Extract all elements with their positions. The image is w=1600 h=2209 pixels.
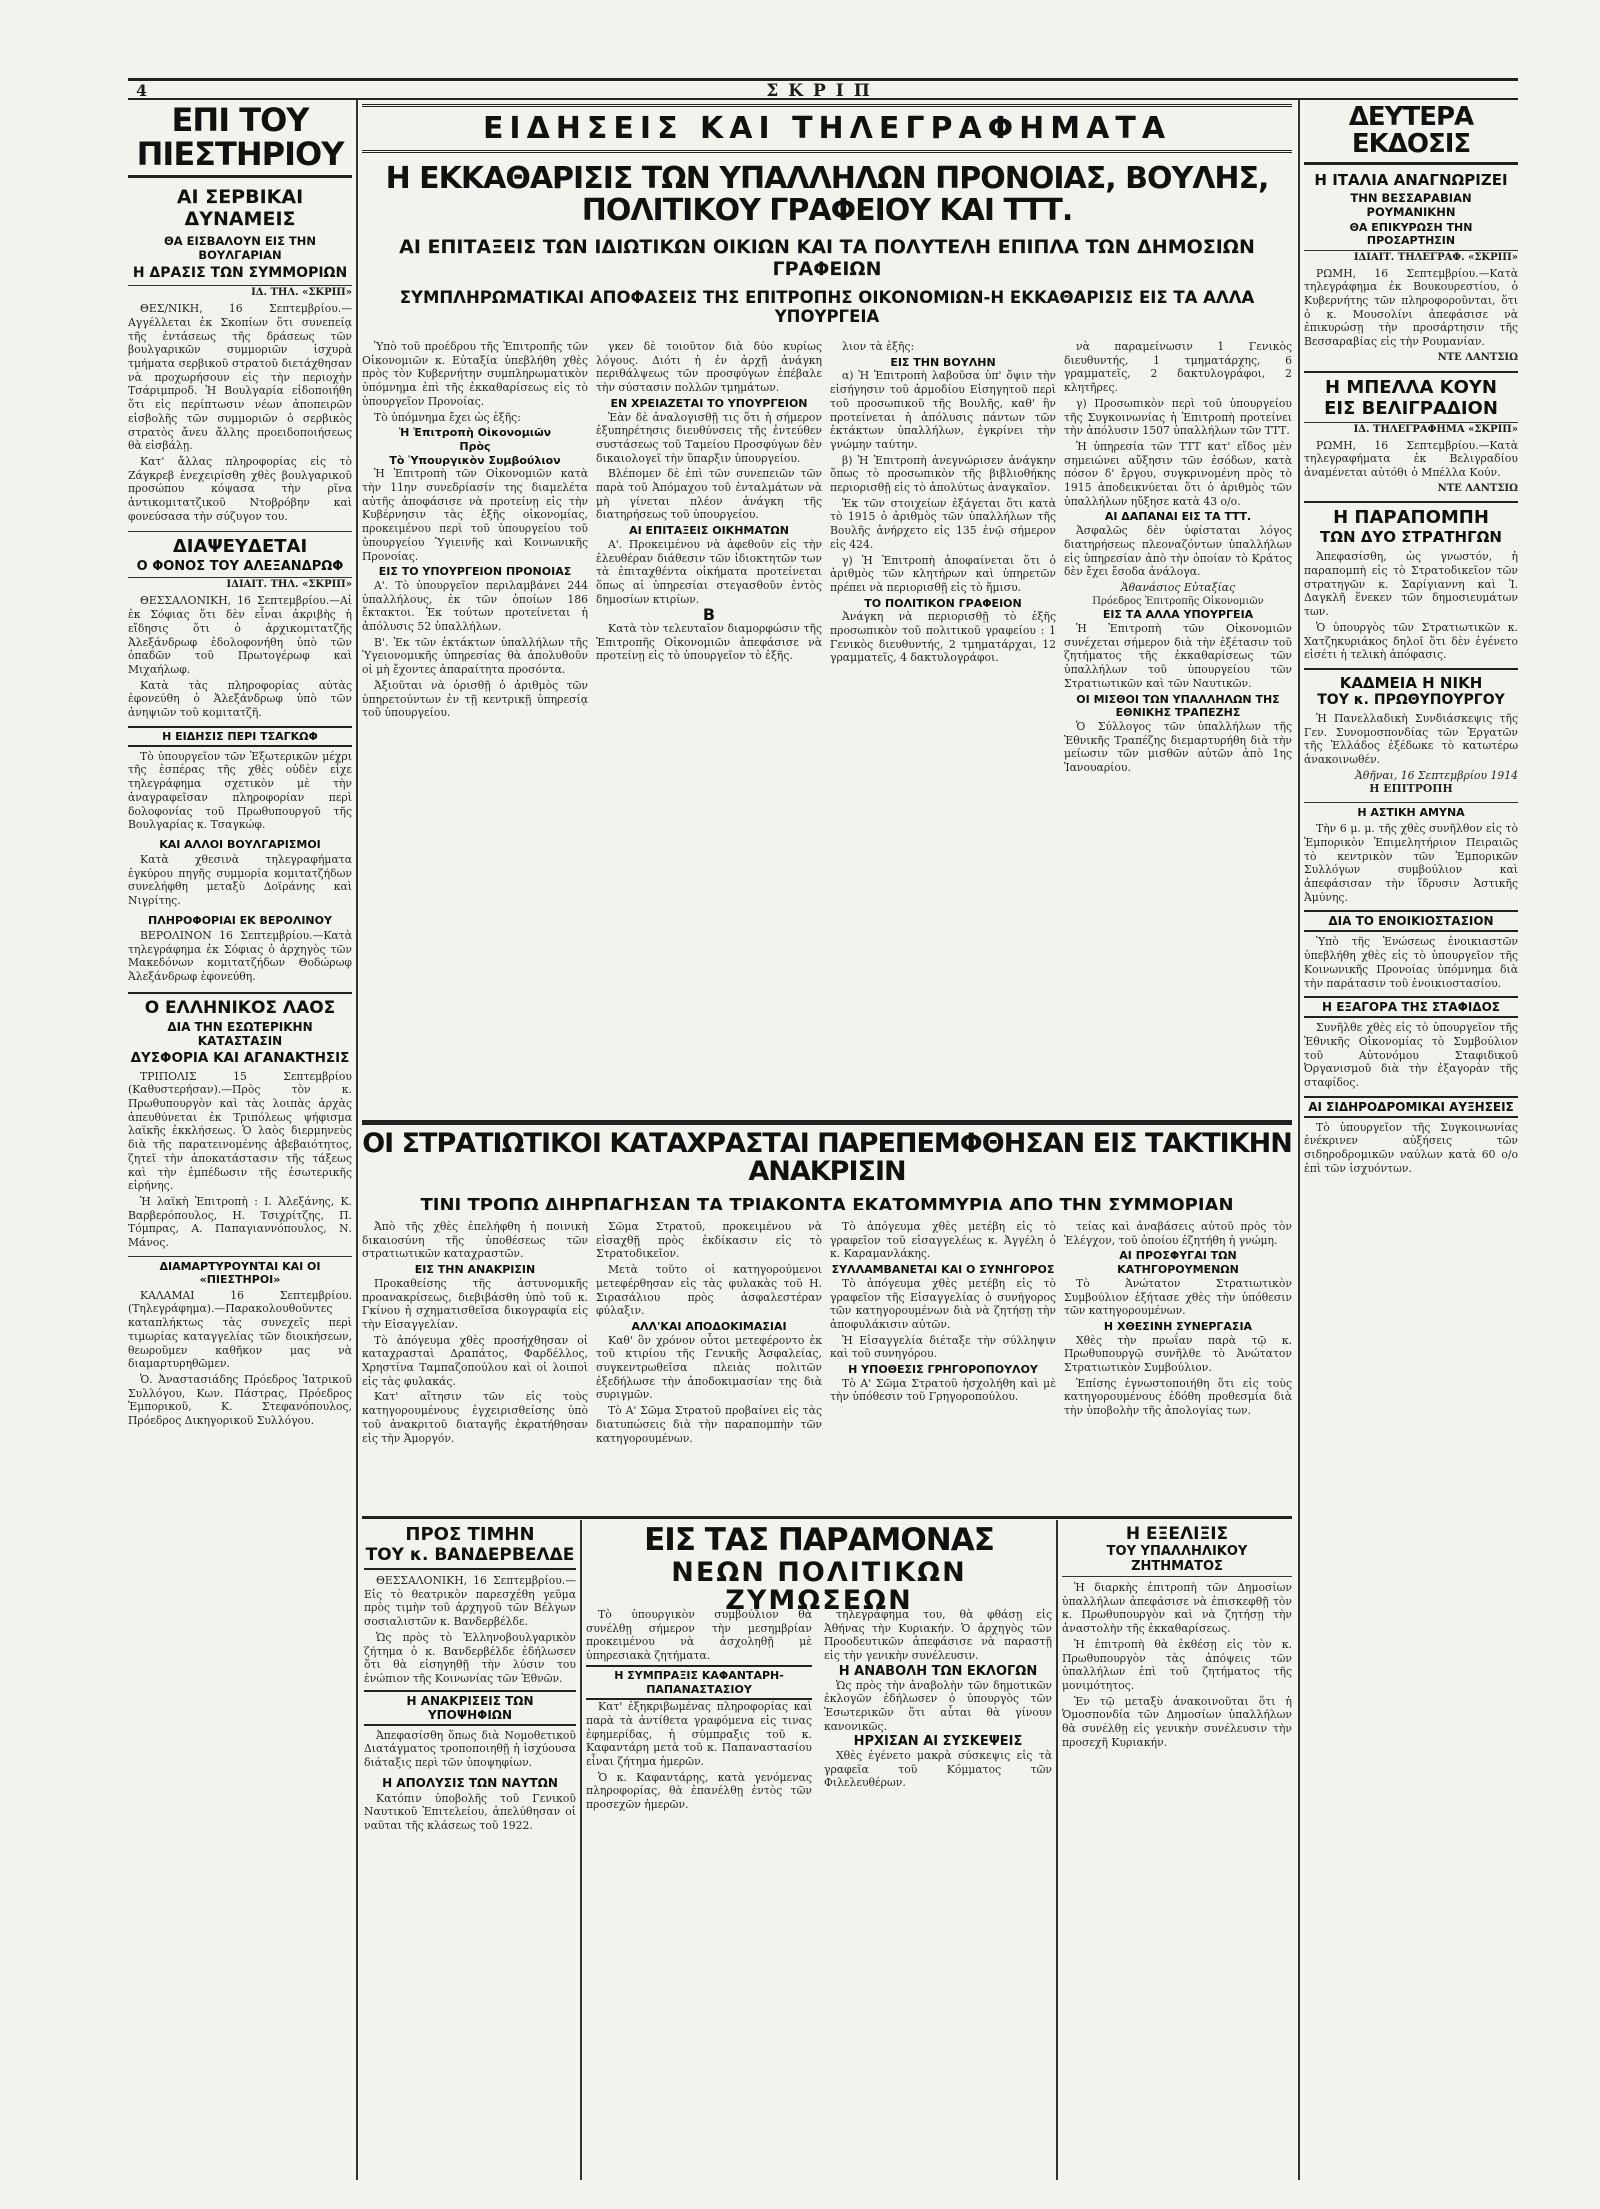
headline: Η ΕΙΔΗΣΙΣ ΠΕΡΙ ΤΣΑΓΚΩΦ	[128, 726, 352, 747]
subheading: Η ΥΠΟΘΕΣΙΣ ΓΡΗΓΟΡΟΠΟΥΛΟΥ	[848, 1363, 1038, 1377]
article-body	[128, 1070, 352, 1250]
column-rule	[580, 1520, 582, 2180]
paragraph: Ἡ διαρκὴς ἐπιτροπὴ τῶν Δημοσίων ὑπαλλήλων ἀπεφάσισε νὰ ἐπισκεφθῇ τὸν κ. Πρωθυπουργὸν καὶ νὰ ζητήσῃ τὴν ἀναστολὴν τῆς ἐκκαθαρίσεως.	[1062, 1581, 1292, 1636]
paragraph: Χθὲς τὴν πρωΐαν παρὰ τῷ κ. Πρωθυπουργῷ συνῆλθε τὸ Ἀνώτατον Στρατιωτικὸν Συμβούλιον.	[1064, 1333, 1292, 1375]
salutation: Ἡ Ἐπιτροπὴ Οἰκονομιῶν	[398, 426, 552, 440]
left-column	[128, 104, 352, 2184]
article-body	[1304, 550, 1518, 662]
subheadline: ΔΥΣΦΟΡΙΑ ΚΑΙ ΑΓΑΝΑΚΤΗΣΙΣ	[130, 1049, 350, 1066]
dateline: ΙΔΙΑΙΤ. ΤΗΛΕΓΡΑΦ. «ΣΚΡΙΠ»	[1304, 250, 1518, 263]
signature: Η ΕΠΙΤΡΟΠΗ	[1369, 782, 1453, 796]
subheading: ΕΙΣ ΤΗΝ ΑΝΑΚΡΙΣΙΝ	[414, 1263, 536, 1277]
article-body	[128, 302, 352, 523]
right-column	[1304, 104, 1518, 2180]
headline: ΟΙ ΣΤΡΑΤΙΩΤΙΚΟΙ ΚΑΤΑΧΡΑΣΤΑΙ ΠΑΡΕΠΕΜΦΘΗΣΑΝ ΕΙΣ ΤΑΚΤΙΚΗΝ ΑΝΑΚΡΙΣΙΝ	[362, 1130, 1292, 1188]
paragraph: Ἡ ἐπιτροπὴ θὰ ἐκθέσῃ εἰς τὸν κ. Πρωθυπουργὸν τὰς ἀπόψεις τῶν ὑπαλλήλων ἐπὶ τοῦ ζητήματος τῆς μονιμότητος.	[1062, 1637, 1292, 1692]
article-body	[128, 1289, 352, 1428]
paragraph: Ὡς πρὸς τὸ Ἐλληνοβουλγαρικὸν ζήτημα ὁ κ. Βανδερβέλδε ἐδήλωσεν ὅτι θὰ εἰσηγηθῇ τὴν λύσιν του ἐνώπιον τῆς Κοινωνίας τῶν Ἐθνῶν.	[364, 1630, 576, 1685]
paragraph: Προκαθείσης τῆς ἀστυνομικῆς προανακρίσεως, διεβιβάσθη ὑπὸ τοῦ κ. Γκίνου ἡ σχηματισθεῖσα δικογραφία εἰς τὴν Εἰσαγγελίαν.	[362, 1276, 588, 1331]
paragraph: Ἐὰν δὲ ἀναλογισθῇ τις ὅτι ἡ σήμερον ἐξυπηρέτησις διευθύνσεις τῆς ἐντεύθεν συστάσεως τοῦ Ταμείου Προσφύγων δὲν δικαιολογεῖ τὴν ὕπαρξιν ὑπουργείου.	[596, 410, 822, 465]
paragraph: Ἀσφαλῶς δὲν ὑφίσταται λόγος διατηρήσεως πλεοναζόντων ὑπαλλήλων εἰς ὑπηρεσίαν ἀπὸ τὴν ὁποίαν τὸ Κράτος δὲν ἔχει ἔσοδα ἀνάλογα.	[1064, 524, 1292, 579]
article-column	[1064, 340, 1292, 1040]
paragraph: Β'. Ἐκ τῶν ἐκτάκτων ὑπαλλήλων τῆς Ὑγειονομικῆς ὑπηρεσίας θὰ ἀπολυθοῦν οἱ μὴ ἔχοντες ἀπαραίτητα προσόντα.	[362, 635, 588, 677]
article-body	[1304, 267, 1518, 365]
paragraph: Α'. Προκειμένου νὰ ἀφεθοῦν εἰς τὴν ἐλευθέραν διάθεσιν τῶν ἰδιοκτητῶν των τὰ ἐπιταχθέντα οἰκήματα προτείνεται ὅπως αἱ ὑπηρεσίαι στεγασθοῦν ἐντὸς δημοσίων κτιρίων.	[596, 537, 822, 606]
paragraph: Τὸ ὑπόμνημα ἔχει ὡς ἑξῆς:	[374, 410, 521, 424]
headline: ΚΑΔΜΕΙΑ Η ΝΙΚΗ	[1304, 668, 1518, 692]
paragraph: Καθ' ὃν χρόνον οὗτοι μετεφέροντο ἐκ τοῦ κτιρίου τῆς Γενικῆς Ἀσφαλείας, συγκεντρωθεῖσα πλειὰς πολιτῶν ἐξεδήλωσε τὴν ἀποδοκιμασίαν της διὰ συριγμῶν.	[596, 1333, 822, 1402]
paragraph: Ἀπεφασίσθη, ὡς γνωστόν, ἡ παραπομπὴ εἰς τὸ Στρατοδικεῖον τῶν στρατηγῶν κ. Σαρίγιαννη καὶ Ἰ. Δαγκλῆ ἕνεκεν τῶν δημοσιευμάτων των.	[1304, 550, 1518, 619]
paragraph: Τὸ ὑπουργεῖον τῆς Συγκοινωνίας ἐνέκρινεν αὐξήσεις τῶν σιδηροδρομικῶν ναύλων κατὰ 60 ο/ο ἐπὶ τῶν ἰσχυόντων.	[1304, 1120, 1518, 1175]
article-body	[1304, 1121, 1518, 1176]
signature-title: Πρόεδρος Ἐπιτροπῆς Οἰκονομιῶν	[1092, 595, 1264, 607]
paragraph: Κατ' ἄλλας πληροφορίας εἰς τὸ Ζάγκρεβ ἐνεχειρίσθη χθὲς βουλγαρικοῦ προσώπου κόψασα τὴν ρῖνα ἀντικομιτατζικοῦ Ντοβρόβην καὶ φονεύσασα τὴν σύζυγον του.	[128, 454, 352, 523]
paragraph: ΡΩΜΗ, 16 Σεπτεμβρίου.—Κατὰ τηλεγραφήματα ἐκ Βελιγραδίου ἀναμένεται αὐτόθι ὁ Μπέλλα Κούν.	[1304, 438, 1518, 479]
headline: Η ΜΠΕΛΛΑ ΚΟΥΝ	[1304, 371, 1518, 398]
subheading: ΑΛΛ'ΚΑΙ ΑΠΟΔΟΚΙΜΑΣΙΑΙ	[631, 1319, 787, 1333]
paragraph: Ὁ κ. Καφαντάρης, κατὰ γενόμενας πληροφορίας, θὰ ἐπανέλθῃ ἐντὸς τῶν προσεχῶν ἡμερῶν.	[586, 1770, 812, 1812]
article-column	[596, 340, 822, 1040]
page-number: 4	[136, 81, 148, 100]
article-body	[1304, 712, 1518, 796]
article-body	[1304, 822, 1518, 904]
subheadline: Ο ΦΟΝΟΣ ΤΟΥ ΑΛΕΞΑΝΔΡΩΦ	[136, 559, 344, 575]
subheadline: ΤΟΥ ΥΠΑΛΛΗΛΙΚΟΥ ΖΗΤΗΜΑΤΟΣ	[1062, 1544, 1292, 1577]
paragraph: Ἡ Ἐπιτροπὴ τῶν Οἰκονομιῶν συνέχεται σήμερον διὰ τὴν ἐξέτασιν τοῦ ζητήματος τῆς ἐκκαθαρίσεως τῶν ὑπαλλήλων τοῦ ὑπουργείου τῶν Στρατιωτικῶν καὶ τῶν Ναυτικῶν.	[1064, 622, 1292, 690]
article-column	[824, 1608, 1052, 1792]
headline: Η ΑΠΟΛΥΣΙΣ ΤΩΝ ΝΑΥΤΩΝ	[382, 1775, 558, 1790]
paragraph: Ἡ Εἰσαγγελία διέταξε τὴν σύλληψιν καὶ τοῦ συνηγόρου.	[830, 1333, 1056, 1361]
headline: Η ΕΞΕΛΙΞΙΣ	[1125, 1524, 1229, 1544]
headline: ΕΙΣ ΒΕΛΙΓΡΑΔΙΟΝ	[1324, 397, 1498, 419]
headline: ΔΙΑΜΑΡΤΥΡΟΥΝΤΑΙ ΚΑΙ ΟΙ «ΠΙΕΣΤΗΡΟΙ»	[128, 1256, 352, 1286]
section-divider	[362, 1120, 1292, 1125]
subheadline: ΤΙΝΙ ΤΡΟΠΩ ΔΙΗΡΠΑΓΗΣΑΝ ΤΑ ΤΡΙΑΚΟΝΤΑ ΕΚΑΤΟΜΜΥΡΙΑ ΑΠΟ ΤΗΝ ΣΥΜΜΟΡΙΑΝ	[420, 1194, 1234, 1210]
paragraph: ΘΕΣΣΑΛΟΝΙΚΗ, 16 Σεπτεμβρίου.—Εἰς τὸ θεατρικὸν παρεσχέθη γεῦμα πρὸς τιμὴν τοῦ ἀρχηγοῦ τῶν Βέλγων σοσιαλιστῶν κ. Βανδερβέλδε.	[364, 1574, 576, 1629]
paragraph: Τὸ ἀπόγευμα χθὲς προσήχθησαν οἱ καταχρασταὶ Δραπάτος, Φαρδέλλος, Χρηστίνα Ταμπαζοπούλου καὶ οἱ λοιποὶ εἰς τὰς φυλακάς.	[362, 1333, 588, 1388]
paragraph: Α'. Τὸ ὑπουργεῖον περιλαμβάνει 244 ὑπαλλήλους, ἐκ τῶν ὁποίων 186 ἔκτακτοι. Ἐκ τούτων προτείνεται ἡ ἀπόλυσις 52 ὑπαλλήλων.	[362, 578, 588, 634]
story-header	[362, 1130, 1292, 1210]
byline: ΝΤΕ ΛΑΝΤΣΙΩ	[1437, 482, 1518, 494]
subheading: Η ΧΘΕΣΙΝΗ ΣΥΝΕΡΓΑΣΙΑ	[1103, 1319, 1253, 1333]
subheadline: ΘΑ ΕΙΣΒΑΛΟΥΝ ΕΙΣ ΤΗΝ ΒΟΥΛΓΑΡΙΑΝ	[163, 234, 317, 263]
paragraph: γ) Προσωπικὸν περὶ τοῦ ὑπουργείου τῆς Συγκοινωνίας ἡ Ἐπιτροπὴ προτείνει τὴν ἀπόλυσιν 1507 ὑπαλλήλων τῶν ΤΤΤ.	[1064, 396, 1292, 438]
article-bottom-center	[586, 1524, 1052, 2174]
dateline: Ἀθῆναι, 16 Σεπτεμβρίου 1914	[1355, 768, 1518, 782]
paragraph: Ὁ. Ἀναστασιάδης Πρόεδρος Ἰατρικοῦ Συλλόγου, Κων. Πάστρας, Πρόεδρος Ἐμπορικοῦ, Κ. Στεφανόπουλος, Πρόεδρος Δικηγορικοῦ Συλλόγου.	[128, 1372, 352, 1428]
column-rule	[356, 100, 358, 2180]
subheadline: ΣΥΜΠΛΗΡΩΜΑΤΙΚΑΙ ΑΠΟΦΑΣΕΙΣ ΤΗΣ ΕΠΙΤΡΟΠΗΣ ΟΙΚΟΝΟΜΙΩΝ-Η ΕΚΚΑΘΑΡΙΣΙΣ ΕΙΣ ΤΑ ΑΛΛΑ ΥΠΟΥΡΓΕΙΑ	[399, 288, 1255, 326]
paragraph: Ἐκ τῶν στοιχείων ἐξάγεται ὅτι κατὰ τὸ 1915 ὁ ἀριθμὸς τῶν ὑπαλλήλων τῆς Βουλῆς ἀνήρχετο εἰς 135 ἐνῷ σήμερον εἰς 424.	[830, 496, 1056, 551]
paragraph: Ὁ ὑπουργὸς τῶν Στρατιωτικῶν κ. Χατζηκυριάκος δηλοῖ ὅτι δὲν ἐγένετο εἰσέτι ἡ τελικὴ ἀπόφασις.	[1304, 620, 1518, 662]
paragraph: Κατόπιν ὑποβολῆς τοῦ Γενικοῦ Ναυτικοῦ Ἐπιτελείου, ἀπελύθησαν οἱ ναῦται τῆς κλάσεως τοῦ 1922.	[364, 1791, 576, 1833]
dateline: ΙΔΙΑΙΤ. ΤΗΛ. «ΣΚΡΙΠ»	[128, 577, 352, 590]
paragraph: ΘΕΣΣΑΛΟΝΙΚΗ, 16 Σεπτεμβρίου.—Αἱ ἐκ Σόφιας ὅτι δὲν εἶναι ἀκριβὴς ἡ εἴδησις ὅτι ὁ ἀρχικομιτατζῆς Ἀλεξάνδρωφ ἐδολοφονήθη ὑπὸ τῶν ὁπαδῶν τοῦ Πρωτογέρωφ καὶ Μιχαήλωφ.	[128, 594, 352, 676]
headline: ΠΡΟΣ ΤΙΜΗΝ	[405, 1524, 535, 1545]
paragraph: Χθὲς ἐγένετο μακρὰ σύσκεψις εἰς τὰ γραφεῖα τοῦ Κόμματος τῶν Φιλελευθέρων.	[824, 1749, 1052, 1790]
article-body	[364, 1574, 576, 1686]
subheadline: ΘΑ ΕΠΙΚΥΡΩΣΗ ΤΗΝ ΠΡΟΣΑΡΤΗΣΙΝ	[1349, 220, 1473, 247]
subheadline: ΑΙ ΕΠΙΤΑΞΕΙΣ ΤΩΝ ΙΔΙΩΤΙΚΩΝ ΟΙΚΙΩΝ ΚΑΙ ΤΑ ΠΟΛΥΤΕΛΗ ΕΠΙΠΛΑ ΤΩΝ ΔΗΜΟΣΙΩΝ ΓΡΑΦΕΙΩΝ	[399, 236, 1255, 280]
headline: ΕΙΣ ΤΑΣ ΠΑΡΑΜΟΝΑΣ	[644, 1524, 994, 1558]
subheading: ΕΙΣ ΤΑ ΑΛΛΑ ΥΠΟΥΡΓΕΙΑ	[1102, 608, 1254, 622]
paragraph: Ἀπεφασίσθη ὅπως διὰ Νομοθετικοῦ Διατάγματος τροποποιηθῇ ἡ ἰσχύουσα διάταξις περὶ τῶν ὑποψηφίων.	[364, 1728, 576, 1770]
article-column	[362, 340, 588, 1040]
paragraph: Ὁ Σύλλογος τῶν ὑπαλλήλων τῆς Ἐθνικῆς Τραπέζης διεμαρτυρήθη διὰ τὴν μείωσιν τῶν μισθῶν αὐτῶν ἀπὸ 1ης Ἰανουαρίου.	[1064, 719, 1292, 775]
article-body	[1304, 439, 1518, 496]
subheadline: ΔΙΑ ΤΗΝ ΕΣΩΤΕΡΙΚΗΝ ΚΑΤΑΣΤΑΣΙΝ	[167, 1019, 313, 1048]
paragraph: α) Ἡ Ἐπιτροπὴ λαβοῦσα ὑπ' ὄψιν τὴν εἰσήγησιν τοῦ ἁρμοδίου Εἰσηγητοῦ περὶ τοῦ προσωπικοῦ τῆς Βουλῆς, καθ' ἣν προτείνεται ἡ ἀπόλυσις πάντων τῶν ἐκτάκτων ὑπαλλήλων, ἐγκρίνει τὴν γνώμην ταύτην.	[830, 369, 1056, 451]
article-column	[830, 340, 1056, 1040]
paragraph: Τὸ Ἀνώτατον Στρατιωτικὸν Συμβούλιον ἐξήτασε χθὲς τὴν ὑπόθεσιν τῶν κατηγορουμένων.	[1064, 1276, 1292, 1318]
masthead	[128, 78, 1518, 100]
paragraph: ΘΕΣ/ΝΙΚΗ, 16 Σεπτεμβρίου.—Αγγέλλεται ἐκ Σκοπίων ὅτι συνεπείᾳ τῆς ἐντάσεως τῆς δράσεως τῶν βουλγαρικῶν συμμοριῶν ἰσχυρὰ τμήματα σερβικοῦ στρατοῦ διετάχθησαν νὰ προχωρήσουν εἰς τὴν περιοχὴν Τσάριμπροδ. Ἡ Βουλγαρία εἰδοποιήθη ὅτι εἰς περίπτωσιν νέων ἀποπειρῶν εἰσβολῆς τῶν συμμοριῶν ὁ σερβικὸς στρατὸς ἄνευ ἄλλης προειδοποιήσεως θὰ εἰσβάλῃ.	[128, 302, 352, 453]
byline: ΝΤΕ ΛΑΝΤΣΙΩ	[1437, 351, 1518, 363]
paragraph: τείας καὶ ἀναβάσεις αὐτοῦ πρὸς τὸν Ἐλέγχον, τοῦ ὁποίου ἐζητήθη ἡ γνώμη.	[1064, 1220, 1292, 1247]
subheading: ΑΙ ΕΠΙΤΑΞΕΙΣ ΟΙΚΗΜΑΤΩΝ	[629, 524, 789, 538]
headline: ΤΩΝ ΔΥΟ ΣΤΡΑΤΗΓΩΝ	[1320, 528, 1502, 547]
headline: Ο ΕΛΛΗΝΙΚΟΣ ΛΑΟΣ	[128, 992, 352, 1018]
article-body	[364, 1792, 576, 1833]
headline: ΔΙΑΨΕΥΔΕΤΑΙ	[128, 531, 352, 557]
paragraph: Τὸ ὑπουργικὸν συμβούλιον θὰ συνέλθῃ σήμερον τὴν μεσημβρίαν προκειμένου νὰ ἀσχοληθῇ μὲ ὑπηρεσιακὰ ζητήματα.	[586, 1608, 812, 1663]
subheading: ΑΙ ΠΡΟΣΦΥΓΑΙ ΤΩΝ ΚΑΤΗΓΟΡΟΥΜΕΝΩΝ	[1117, 1249, 1239, 1277]
headline: Η ΕΞΑΓΟΡΑ ΤΗΣ ΣΤΑΦΙΔΟΣ	[1304, 996, 1518, 1018]
paragraph: Ἀνάγκη νὰ περιορισθῇ τὸ ἐξῆς προσωπικὸν τοῦ πολιτικοῦ γραφείου : 1 Γενικὸς διευθυντής, 2 τμηματάρχαι, 12 γραμματεῖς, 4 δακτυλογράφοι.	[830, 610, 1056, 665]
article-body	[128, 594, 352, 719]
article-body	[1304, 1021, 1518, 1090]
paragraph: Ἐν τῷ μεταξὺ ἀνακοινοῦται ὅτι ἡ Ὁμοσπονδία τῶν Δημοσίων ὑπαλλήλων θὰ συνέλθῃ εἰς γενικὴν συνέλευσιν τὴν προσεχῆ Κυριακήν.	[1062, 1694, 1292, 1749]
paragraph: Ὡς πρὸς τὴν ἀναβολὴν τῶν δημοτικῶν ἐκλογῶν ἐδήλωσεν ὁ ὑπουργὸς τῶν Ἐσωτερικῶν ὅτι αὗται θὰ γίνουν κανονικῶς.	[824, 1678, 1052, 1733]
article-body	[128, 929, 352, 984]
subheading: ΕΙΣ ΤΟ ΥΠΟΥΡΓΕΙΟΝ ΠΡΟΝΟΙΑΣ	[378, 565, 572, 579]
article-body	[128, 750, 352, 832]
subheading: ΤΟ ΠΟΛΙΤΙΚΟΝ ΓΡΑΦΕΙΟΝ	[864, 596, 1022, 610]
subheading: Η ΣΥΜΠΡΑΞΙΣ ΚΑΦΑΝΤΑΡΗ-ΠΑΠΑΝΑΣΤΑΣΙΟΥ	[586, 1665, 812, 1700]
paragraph: λιον τὰ ἑξῆς:	[842, 340, 915, 353]
headline: ΤΟΥ κ. ΠΡΩΘΥΠΟΥΡΓΟΥ	[1317, 691, 1505, 708]
article-body	[1062, 1581, 1292, 1749]
dateline: ΙΔ. ΤΗΛ. «ΣΚΡΙΠ»	[128, 285, 352, 298]
subheadline: Η ΔΡΑΣΙΣ ΤΩΝ ΣΥΜΜΟΡΙΩΝ	[132, 265, 348, 282]
headline: Η ΑΣΤΙΚΗ ΑΜΥΝΑ	[1304, 802, 1518, 819]
paragraph: Κατ' ἐξηκριβωμένας πληροφορίας καὶ παρὰ τὰ ἀντίθετα γραφόμενα εἰς τινας ἐφημερίδας, ἡ σύμπραξις τοῦ κ. Καφαντάρη μετὰ τοῦ κ. Παπαναστασίου εἶναι ζήτημα ἡμερῶν.	[586, 1700, 812, 1769]
headline: Η ΠΑΡΑΠΟΜΠΗ	[1304, 501, 1518, 528]
article-column	[586, 1608, 812, 1814]
paragraph: Συνῆλθε χθὲς εἰς τὸ ὑπουργεῖον τῆς Ἐθνικῆς Οἰκονομίας τὸ Συμβούλιον τοῦ Αὐτονόμου Σταφιδικοῦ Ὀργανισμοῦ διὰ τὴν ἐξαγορὰν τῆς σταφίδος.	[1304, 1021, 1518, 1090]
article-bottom-right	[1062, 1524, 1292, 2174]
headline: ΕΠΙ ΤΟΥ ΠΙΕΣΤΗΡΙΟΥ	[128, 104, 352, 178]
paragraph: Μετὰ τοῦτο οἱ κατηγορούμενοι μετεφέρθησαν εἰς τὰς φυλακὰς τοῦ Η. Σιρασάλιου πρὸς ἀσφαλεστέραν φύλαξιν.	[596, 1263, 822, 1318]
paragraph: Τὸ ἀπόγευμα χθὲς μετέβη εἰς τὸ γραφεῖον τοῦ εἰσαγγελέως κ. Ἀγγέλη ὁ κ. Καραμανλάκης.	[830, 1220, 1056, 1261]
column-rule	[1298, 100, 1300, 2180]
paragraph: γ) Ἡ Ἐπιτροπὴ ἀποφαίνεται ὅτι ὁ ἀριθμὸς τῶν κλητήρων καὶ ὑπηρετῶν πρέπει νὰ περιορισθῇ εἰς τὸ ἥμισυ.	[830, 553, 1056, 594]
paragraph: Κατὰ τὰς πληροφορίας αὐτὰς ἐφονεύθη ὁ Ἀλεξάνδρωφ ὑπὸ τῶν ἀνηψιῶν τοῦ κομιτατζῆ.	[128, 678, 352, 720]
article-column	[596, 1220, 822, 1510]
paragraph: νὰ παραμείνωσιν 1 Γενικὸς διευθυντής, 1 τμηματάρχης, 6 γραμματεῖς, 2 δακτυλογράφοι, 2 κλητῆρες.	[1064, 340, 1292, 395]
article-column	[362, 1220, 588, 1510]
paragraph: ΒΕΡΟΛΙΝΟΝ 16 Σεπτεμβρίου.—Κατὰ τηλεγράφημα ἐκ Σόφιας ὁ ἀρχηγὸς τῶν Μακεδόνων κομιτατζήδων Θοδώρωφ Ἀλεξάνδρωφ ἐφονεύθη.	[128, 928, 352, 983]
paragraph: Τὴν 6 μ. μ. τῆς χθὲς συνῆλθον εἰς τὸ Ἐμπορικὸν Ἐπιμελητήριον Πειραιῶς τὸ κεντρικὸν τῶν Ἐμπορικῶν Συλλόγων συμβούλιον καὶ ἀπεφάσισαν τὴν ἵδρυσιν Ἀστικῆς Ἀμύνης.	[1304, 822, 1518, 904]
subheading: Β	[702, 605, 716, 625]
dateline: ΙΔ. ΤΗΛΕΓΡΑΦΗΜΑ «ΣΚΡΙΠ»	[1304, 422, 1518, 435]
salutation: Τὸ Ὑπουργικὸν Συμβούλιον	[389, 453, 561, 467]
paragraph: Τὸ Α' Σῶμα Στρατοῦ ἠσχολήθη καὶ μὲ τὴν ὑπόθεσιν τοῦ Γρηγοροπούλου.	[830, 1376, 1056, 1404]
paragraph: Ἀπὸ τῆς χθὲς ἐπελήφθη ἡ ποινικὴ δικαιοσύνη τῆς ὑποθέσεως τῶν στρατιωτικῶν καταχραστῶν.	[362, 1220, 588, 1261]
paragraph: ΤΡΙΠΟΛΙΣ 15 Σεπτεμβρίου (Καθυστερήσαν).—Πρὸς τὸν κ. Πρωθυπουργὸν καὶ τὰς λοιπὰς ἀρχὰς ἀπευθύνεται ἐκ Τριπόλεως ψήφισμα λαϊκῆς ἐκκλήσεως. Ὁ λαὸς διερμηνεὺς διὰ τῆς παρατεινομένης ἀβεβαιότητος, ζητεῖ τὴν ἀποκατάστασιν τῆς τάξεως καὶ τὴν ἐμπέδωσιν τῆς ἐσωτερικῆς εἰρήνης.	[128, 1069, 352, 1193]
paragraph: Ἡ ὑπηρεσία τῶν ΤΤΤ κατ' εἴδος μὲν σημειώνει αὔξησιν τῶν ἐσόδων, κατὰ πόσον δ' ἔργου, συγκρινομένη πρὸς τὸ 1915 ἀποδεικνύεται ὅτι ὁ ἀριθμὸς τῶν ὑπαλλήλων ηὔξησε κατὰ 43 ο/ο.	[1064, 439, 1292, 508]
article-body	[128, 853, 352, 908]
subheading: ΣΥΛΛΑΜΒΑΝΕΤΑΙ ΚΑΙ Ο ΣΥΝΗΓΟΡΟΣ	[831, 1263, 1055, 1277]
section-title: ΕΙΔΗΣΕΙΣ ΚΑΙ ΤΗΛΕΓΡΑΦΗΜΑΤΑ	[362, 104, 1292, 153]
article-column	[1064, 1220, 1292, 1510]
banner	[362, 104, 1292, 334]
subheading: ΕΙΣ ΤΗΝ ΒΟΥΛΗΝ	[890, 355, 996, 369]
article-body	[1304, 935, 1518, 990]
paragraph: β) Ἡ Ἐπιτροπὴ ἀνεγνώρισεν ἀνάγκην ὅπως τὸ προσωπικὸν τῆς βιβλιοθήκης περιορισθῇ εἰς τὸ ἀπολύτως ἀναγκαῖον.	[830, 453, 1056, 495]
paragraph: Κατὰ τὸν τελευταῖον διαμορφώσιν τῆς Ἐπιτροπῆς Οἰκονομιῶν ἀπεφάσισε νὰ προτείνῃ εἰς τὸ ὑπουργεῖον τὸ ἐξῆς.	[596, 622, 822, 663]
paragraph: Βλέπομεν δὲ ἐπὶ τῶν συνεπειῶν τῶν παρὰ τοῦ Ἀπόμαχου τοῦ ἐνταλμάτων νὰ μὴ γίνεται πλέον ἀνάγκη τῆς διατηρήσεως τοῦ ὑπουργείου.	[596, 467, 822, 522]
subheading: ΟΙ ΜΙΣΘΟΙ ΤΩΝ ΥΠΑΛΛΗΛΩΝ ΤΗΣ ΕΘΝΙΚΗΣ ΤΡΑΠΕΖΗΣ	[1076, 692, 1280, 720]
article-bottom-left	[364, 1524, 576, 2174]
headline: Η ΙΤΑΛΙΑ ΑΝΑΓΝΩΡΙΖΕΙ	[1314, 170, 1508, 189]
paragraph: γκεν δὲ τοιοῦτον διὰ δύο κυρίως λόγους. Διότι ἡ ἐν ἀρχῇ ἀνάγκη περιθάλψεως τῶν προσφύγων ἐπέβαλε τὴν σύστασιν πολλῶν τμημάτων.	[596, 340, 822, 395]
paragraph: Κατὰ χθεσινὰ τηλεγραφήματα ἐγκύρου πηγῆς συμμορία κομιτατζήδων συνελήφθη μεταξὺ Δοϊράνης καὶ Νιγρίτης.	[128, 852, 352, 908]
paragraph: Ἡ λαϊκὴ Ἐπιτροπὴ : Ι. Ἀλεξάνης, Κ. Βαρβερόπουλος, Η. Τσιχρίτζης, Π. Τόμπρας, Α. Παπαγιαννόπουλος, Ν. Μάνος.	[128, 1194, 352, 1250]
subheading: ΑΙ ΔΑΠΑΝΑΙ ΕΙΣ ΤΑ ΤΤΤ.	[1104, 510, 1252, 524]
paragraph: Τὸ ὑπουργεῖον τῶν Ἐξωτερικῶν μέχρι τῆς ἑσπέρας τῆς χθὲς οὐδὲν εἶχε τηλεγράφημα σχετικὸν μὲ τὴν ἀναγραφεῖσαν πληροφορίαν περὶ δολοφονίας τοῦ Πρωθυπουργοῦ τῆς Βουλγαρίας κ. Τσαγκώφ.	[128, 749, 352, 832]
paper-name: ΣΚΡΙΠ	[766, 81, 880, 101]
paragraph: ΚΑΛΑΜΑΙ 16 Σεπτεμβρίου. (Τηλεγράφημα).—Παρακολουθοῦντες καταπλήκτως τὰς συνεχεῖς περὶ τιμωρίας καταγγελίας τῶν διοικήσεων, θεωροῦμεν καθῆκον μας νὰ διαμαρτυρηθῶμεν.	[128, 1288, 352, 1371]
paragraph: τηλεγράφημα του, θὰ φθάσῃ εἰς Ἀθήνας τὴν Κυριακήν. Ὁ ἀρχηγὸς τῶν Προοδευτικῶν ἀπεφάσισε νὰ παραστῇ εἰς τὴν γενικὴν συνέλευσιν.	[824, 1608, 1052, 1663]
paragraph: Ἀξιοῦται νὰ ὁρισθῇ ὁ ἀριθμὸς τῶν ὑπηρετούντων ἐν τῇ κεντρικῇ ὑπηρεσίᾳ τοῦ ὑπουργείου.	[362, 678, 588, 720]
headline: ΑΙ ΣΙΔΗΡΟΔΡΟΜΙΚΑΙ ΑΥΞΗΣΕΙΣ	[1304, 1096, 1518, 1118]
paragraph: Τὸ Α' Σῶμα Στρατοῦ προβαίνει εἰς τὰς διατυπώσεις διὰ τὴν παραπομπὴν τῶν κατηγορουμένων.	[596, 1404, 822, 1445]
paragraph: Ὑπὸ τῆς Ἑνώσεως ἐνοικιαστῶν ὑπεβλήθη χθὲς εἰς τὸ ὑπουργεῖον τῆς Κοινωνικῆς Προνοίας ὑπόμνημα διὰ τὴν παράτασιν τοῦ ἐνοικιοστασίου.	[1304, 935, 1518, 990]
headline: ΑΙ ΣΕΡΒΙΚΑΙ ΔΥΝΑΜΕΙΣ	[176, 186, 304, 231]
headline: ΠΛΗΡΟΦΟΡΙΑΙ ΕΚ ΒΕΡΟΛΙΝΟΥ	[148, 913, 332, 927]
main-headline: Η ΕΚΚΑΘΑΡΙΣΙΣ ΤΩΝ ΥΠΑΛΛΗΛΩΝ ΠΡΟΝΟΙΑΣ, ΒΟΥΛΗΣ, ΠΟΛΙΤΙΚΟΥ ΓΡΑΦΕΙΟΥ ΚΑΙ ΤΤΤ.	[385, 161, 1269, 228]
signature: Ἀθανάσιος Εὐταξίας	[1120, 580, 1236, 594]
headline: ΤΟΥ κ. ΒΑΝΔΕΡΒΕΛΔΕ	[364, 1545, 576, 1570]
paragraph: ΡΩΜΗ, 16 Σεπτεμβρίου.—Κατὰ τηλεγράφημα ἐκ Βουκουρεστίου, ὁ Κυβερνήτης τῶν πληροφοροῦνται, ὅτι ὁ κ. Μουσολίνι ἀπεφάσισε νὰ ἐπικυρώσῃ τὴν προσάρτησιν τῆς Βεσσαραβίας εἰς τὴν Ρουμανίαν.	[1304, 266, 1518, 349]
headline: ΔΙΑ ΤΟ ΕΝΟΙΚΙΟΣΤΑΣΙΟΝ	[1304, 910, 1518, 932]
headline: Η ΑΝΑΚΡΙΣΕΙΣ ΤΩΝ ΥΠΟΨΗΦΙΩΝ	[364, 1690, 576, 1726]
subheading: ΕΝ ΧΡΕΙΑΖΕΤΑΙ ΤΟ ΥΠΟΥΡΓΕΙΟΝ	[610, 396, 808, 410]
paragraph: Κατ' αἴτησιν τῶν εἰς τοὺς κατηγορουμένους ἐγχειρισθείσης ὑπὸ τοῦ ἀνακριτοῦ διαταγῆς ἐκρατήθησαν εἰς τὴν Ἀμοργόν.	[362, 1390, 588, 1445]
subheadline: ΤΗΝ ΒΕΣΣΑΡΑΒΙΑΝ ΡΟΥΜΑΝΙΚΗΝ	[1350, 190, 1472, 219]
paragraph: Ἡ Πανελλαδικὴ Συνδιάσκεψις τῆς Γεν. Συνομοσπονδίας τῶν Ἐργατῶν τῆς Ἑλλάδος ἐξέδωκε τὸ κατωτέρω ἀνακοινωθέν.	[1304, 711, 1518, 767]
column-rule	[1056, 1520, 1058, 2180]
paragraph: Τὸ ἀπόγευμα χθὲς μετέβη εἰς τὸ γραφεῖον τῆς Εἰσαγγελίας ὁ συνήγορος τῶν κατηγορουμένων διὰ νὰ ζητήσῃ τὴν ἀποφυλάκισιν αὐτῶν.	[830, 1276, 1056, 1331]
subheading: Η ΑΝΑΒΟΛΗ ΤΩΝ ΕΚΛΟΓΩΝ	[838, 1663, 1038, 1679]
paragraph: Ἡ Ἐπιτροπὴ τῶν Οἰκονομιῶν κατὰ τὴν 11ην συνεδρίασίν της διαμελέτα αὐτῆς ἀποφάσισε νὰ προτείνῃ εἰς τὴν Κυβέρνησιν τὰς ἑξῆς οἰκονομίας, προκειμένου περὶ τοῦ ὑπουργείου τοῦ ὑπουργείου Ὑγιεινῆς καὶ Κοινωνικῆς Προνοίας.	[362, 467, 588, 563]
section-divider	[362, 1516, 1292, 1519]
paragraph: Ἐπίσης ἐγνωστοποιήθη ὅτι εἰς τοὺς κατηγορουμένους ἐδόθη προθεσμία διὰ τὴν ὑποβολὴν τῆς ἀπολογίας των.	[1064, 1376, 1292, 1418]
paragraph: Ὑπὸ τοῦ προέδρου τῆς Ἐπιτροπῆς τῶν Οἰκονομιῶν κ. Εὐταξία ὑπεβλήθη χθὲς πρὸς τὸν Κυβερνήτην συμπληρωματικὸν ὑπόμνημα ἐπὶ τῆς ἐκκαθαρίσεως εἰς τὸ ὑπουργεῖον Προνοίας.	[362, 340, 588, 408]
article-body	[364, 1729, 576, 1770]
salutation: Πρὸς	[459, 439, 491, 453]
headline: ΚΑΙ ΑΛΛΟΙ ΒΟΥΛΓΑΡΙΣΜΟΙ	[159, 837, 321, 851]
headline: ΝΕΩΝ ΠΟΛΙΤΙΚΩΝ ΖΥΜΩΣΕΩΝ	[671, 1556, 967, 1616]
paragraph: Σῶμα Στρατοῦ, προκειμένου νὰ εἰσαχθῇ πρὸς ἐκδίκασιν εἰς τὸ Στρατοδικεῖον.	[596, 1220, 822, 1261]
headline: ΔΕΥΤΕΡΑ ΕΚΔΟΣΙΣ	[1304, 104, 1518, 165]
article-column	[830, 1220, 1056, 1510]
subheading: ΗΡΧΙΣΑΝ ΑΙ ΣΥΣΚΕΨΕΙΣ	[853, 1734, 1023, 1750]
